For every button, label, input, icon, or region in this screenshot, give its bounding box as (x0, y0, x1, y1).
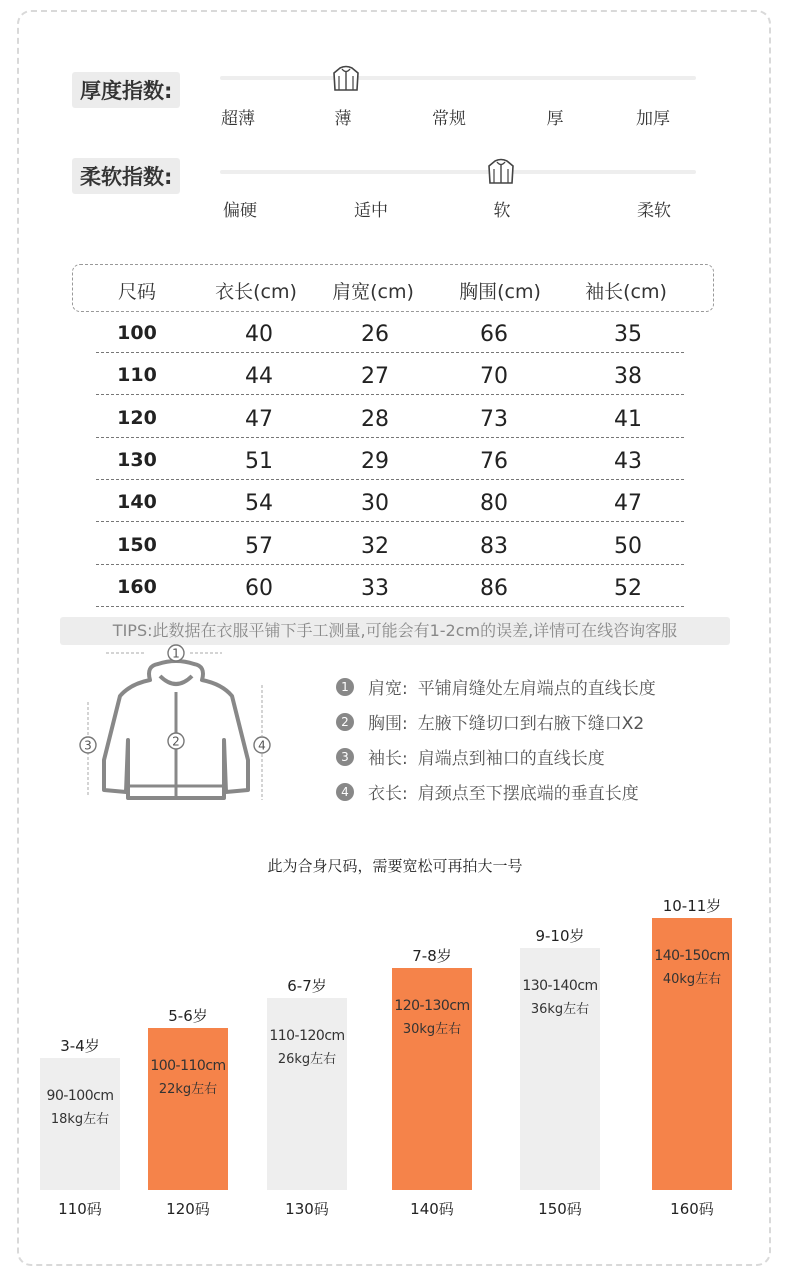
size-code: 130码 (285, 1200, 329, 1218)
measure-cell: 60 (245, 575, 273, 601)
weight-range: 30kg左右 (402, 1022, 462, 1037)
weight-range: 22kg左右 (158, 1082, 218, 1097)
definition-term: 袖长: (368, 749, 408, 769)
size-cell: 140 (117, 491, 157, 514)
jacket-marker-icon (331, 64, 361, 94)
weight-range: 18kg左右 (50, 1112, 110, 1127)
row-divider (96, 521, 684, 522)
definition-text: 左腋下缝切口到右腋下缝口X2 (417, 714, 645, 734)
measure-marker: 1 (172, 646, 180, 661)
row-divider (96, 394, 684, 395)
measure-cell: 33 (361, 575, 389, 601)
row-divider (96, 352, 684, 353)
measure-cell: 76 (480, 448, 508, 474)
definition-term: 胸围: (368, 714, 408, 734)
size-code: 110码 (58, 1200, 102, 1218)
definition-number: 2 (336, 713, 354, 731)
measure-cell: 27 (361, 364, 389, 390)
size-code: 160码 (670, 1200, 714, 1218)
softness-option: 偏硬 (223, 201, 257, 221)
weight-range: 26kg左右 (277, 1052, 337, 1067)
measure-cell: 80 (480, 491, 508, 517)
measure-cell: 29 (361, 448, 389, 474)
age-label: 9-10岁 (535, 927, 585, 945)
size-cell: 150 (117, 533, 157, 556)
measure-cell: 83 (480, 533, 508, 559)
measure-cell: 66 (480, 322, 508, 347)
softness-option: 软 (493, 201, 511, 221)
size-cell: 120 (117, 406, 157, 429)
measure-cell: 26 (361, 322, 389, 347)
softness-track (220, 170, 696, 174)
measure-cell: 47 (245, 406, 273, 432)
measure-marker: 2 (172, 734, 180, 749)
measure-marker: 4 (258, 738, 266, 753)
table-header-cell: 胸围(cm) (459, 281, 541, 303)
definition-number: 3 (336, 748, 354, 766)
weight-range: 40kg左右 (662, 972, 722, 987)
measure-cell: 40 (245, 322, 273, 347)
size-bar (40, 1058, 120, 1190)
table-header-cell: 袖长(cm) (585, 281, 667, 303)
jacket-measure-diagram (76, 640, 276, 810)
measure-marker: 3 (84, 738, 92, 753)
jacket-marker-icon (486, 157, 516, 187)
size-cell: 110 (117, 364, 157, 387)
definition-number: 1 (336, 678, 354, 696)
measure-cell: 35 (614, 322, 642, 347)
measure-definition (336, 674, 656, 699)
row-divider (96, 437, 684, 438)
weight-range: 36kg左右 (530, 1002, 590, 1017)
table-header-cell: 尺码 (117, 281, 157, 303)
measure-cell: 41 (614, 406, 642, 432)
softness-label: 柔软指数: (72, 158, 180, 194)
height-range: 120-130cm (394, 998, 470, 1014)
measure-cell: 28 (361, 406, 389, 432)
size-bar (520, 948, 600, 1190)
softness-option: 适中 (354, 201, 388, 221)
measure-cell: 44 (245, 364, 273, 390)
size-cell: 100 (117, 322, 157, 344)
size-bar (267, 998, 347, 1190)
size-code: 120码 (166, 1200, 210, 1218)
row-divider (96, 564, 684, 565)
measure-cell: 50 (614, 533, 642, 559)
age-label: 6-7岁 (287, 977, 327, 995)
thickness-option: 厚 (546, 109, 564, 129)
tips-banner: TIPS:此数据在衣服平铺下手工测量,可能会有1-2cm的误差,详情可在线咨询客服 (60, 617, 730, 645)
age-label: 7-8岁 (412, 947, 452, 965)
measure-cell: 70 (480, 364, 508, 390)
measure-cell: 57 (245, 533, 273, 559)
row-divider (96, 606, 684, 607)
softness-option: 柔软 (637, 201, 671, 221)
table-header-cell: 肩宽(cm) (332, 281, 414, 303)
fit-note: 此为合身尺码，需要宽松可再拍大一号 (267, 857, 523, 875)
definition-text: 肩颈点至下摆底端的垂直长度 (417, 784, 639, 804)
thickness-option: 常规 (432, 109, 466, 129)
measure-cell: 30 (361, 491, 389, 517)
size-cell: 160 (117, 575, 157, 598)
size-bar (392, 968, 472, 1190)
thickness-option: 超薄 (221, 109, 255, 129)
size-cell: 130 (117, 448, 157, 471)
height-range: 140-150cm (654, 948, 730, 964)
size-bar (652, 918, 732, 1190)
age-label: 10-11岁 (662, 897, 722, 915)
height-range: 100-110cm (150, 1058, 226, 1074)
definition-number: 4 (336, 783, 354, 801)
definition-term: 肩宽: (368, 679, 408, 699)
measure-cell: 47 (614, 491, 642, 517)
definition-text: 平铺肩缝处左肩端点的直线长度 (417, 679, 656, 699)
size-bar (148, 1028, 228, 1190)
height-range: 110-120cm (269, 1028, 345, 1044)
height-range: 90-100cm (46, 1088, 114, 1104)
measure-definition (336, 779, 639, 804)
size-code: 150码 (538, 1200, 582, 1218)
thickness-option: 加厚 (636, 109, 670, 129)
measure-definition (336, 709, 644, 734)
measure-cell: 86 (480, 575, 508, 601)
height-range: 130-140cm (522, 978, 598, 994)
measure-cell: 73 (480, 406, 508, 432)
measure-cell: 54 (245, 491, 273, 517)
size-code: 140码 (410, 1200, 454, 1218)
thickness-track (220, 76, 696, 80)
age-label: 3-4岁 (60, 1037, 100, 1055)
measure-cell: 43 (614, 448, 642, 474)
row-divider (96, 479, 684, 480)
measure-cell: 32 (361, 533, 389, 559)
measure-cell: 52 (614, 575, 642, 601)
age-label: 5-6岁 (168, 1007, 208, 1025)
definition-text: 肩端点到袖口的直线长度 (417, 749, 605, 769)
definition-term: 衣长: (368, 784, 408, 804)
measure-definition (336, 744, 605, 769)
table-header-cell: 衣长(cm) (215, 281, 297, 303)
measure-cell: 38 (614, 364, 642, 390)
thickness-label: 厚度指数: (72, 72, 180, 108)
measure-cell: 51 (245, 448, 273, 474)
thickness-option: 薄 (334, 109, 352, 129)
